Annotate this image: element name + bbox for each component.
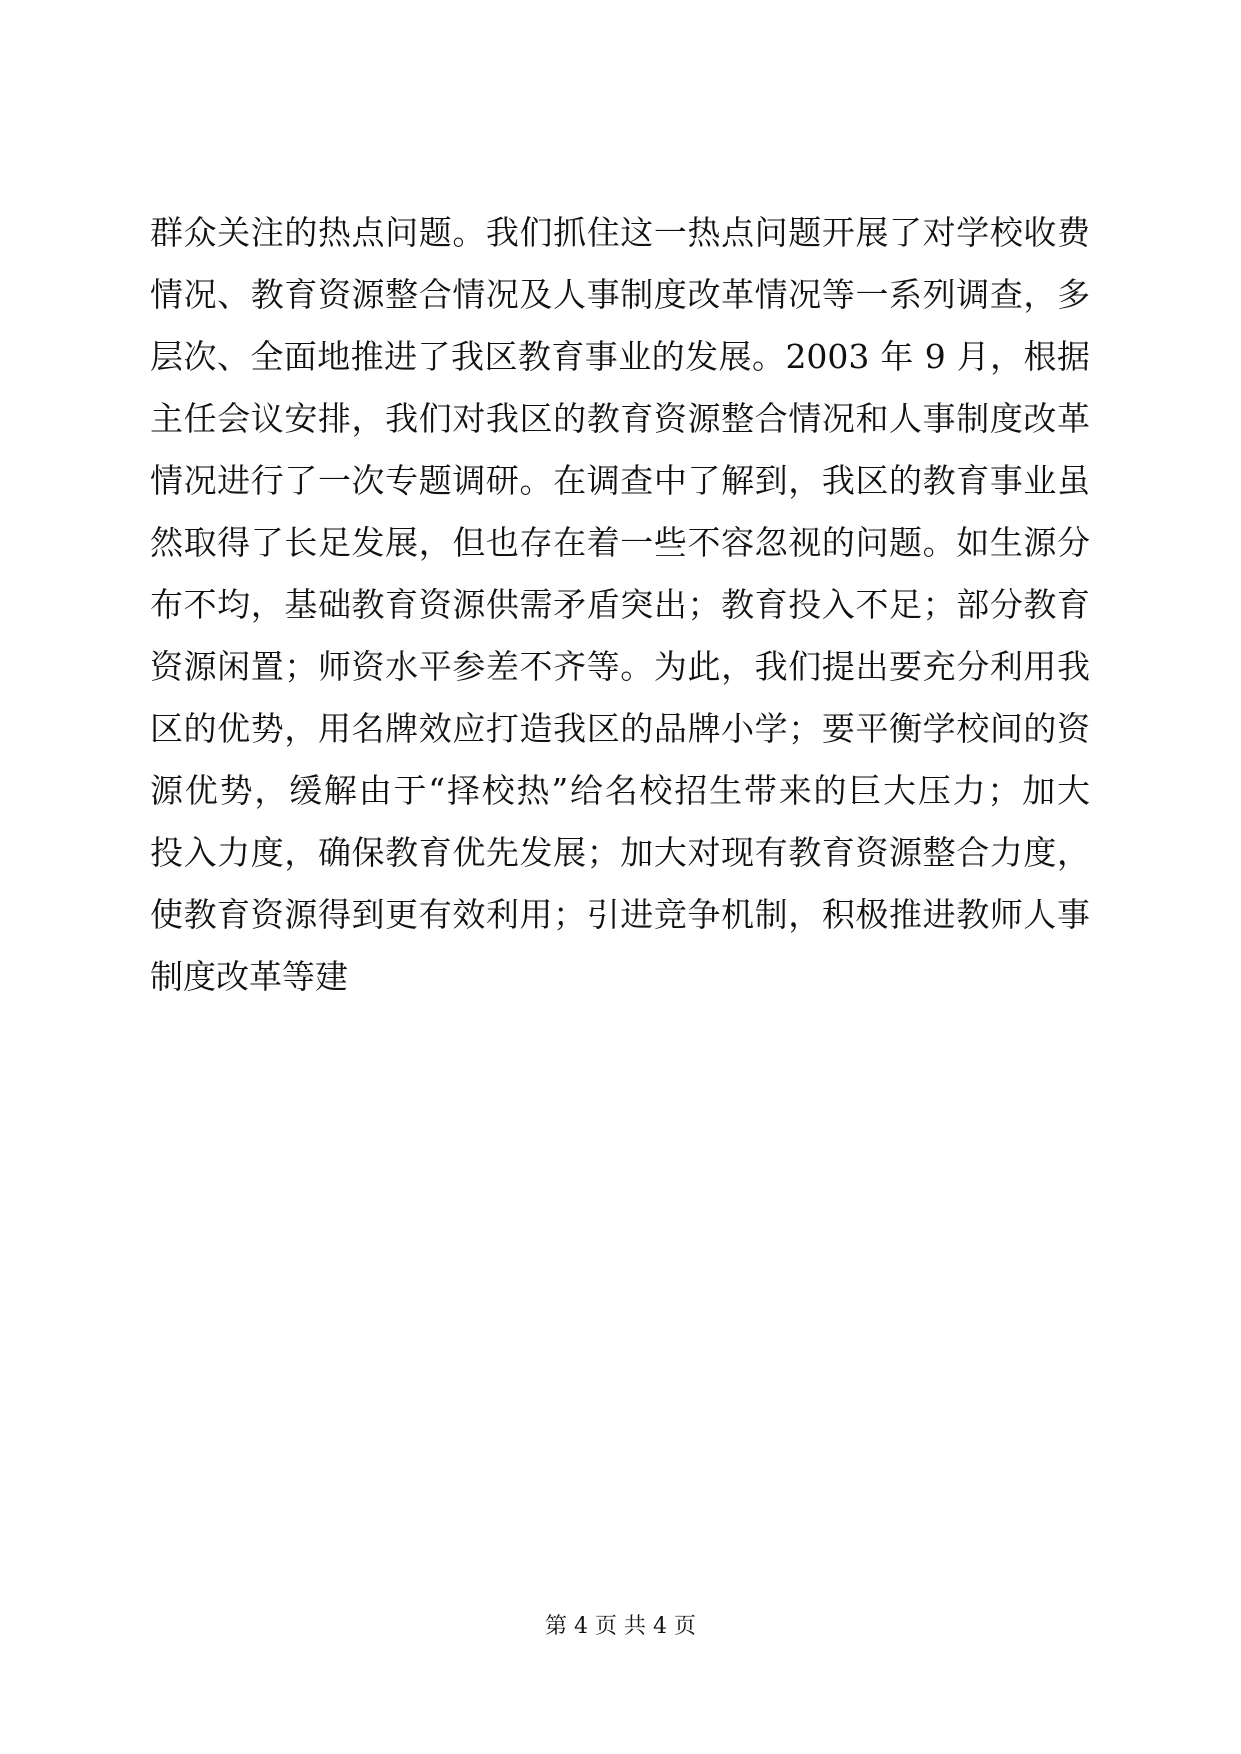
text-line: 资源闲置；师资水平参差不齐等。为此，我们提出要充分利用我 [150,647,1090,686]
text-line: 使教育资源得到更有效利用；引进竞争机制，积极推进教师人事 [150,895,1090,934]
text-line: 情况进行了一次专题调研。在调查中了解到，我区的教育事业虽 [150,461,1090,500]
text-line: 区的优势，用名牌效应打造我区的品牌小学；要平衡学校间的资 [150,709,1090,748]
text-line: 然取得了长足发展，但也存在着一些不容忽视的问题。如生源分 [150,523,1090,562]
text-line: 布不均，基础教育资源供需矛盾突出；教育投入不足；部分教育 [150,585,1090,624]
text-line: 制度改革等建 [150,957,348,996]
text-line: 投入力度，确保教育优先发展；加大对现有教育资源整合力度， [150,833,1090,872]
text-line: 情况、教育资源整合情况及人事制度改革情况等一系列调查，多 [150,275,1090,314]
page-number-footer: 第 4 页 共 4 页 [545,1614,696,1639]
body-paragraph [150,202,1090,1008]
text-line: 层次、全面地推进了我区教育事业的发展。2003 年 9 月，根据 [150,337,1090,376]
text-line: 群众关注的热点问题。我们抓住这一热点问题开展了对学校收费 [150,213,1090,252]
text-line: 源优势，缓解由于“择校热”给名校招生带来的巨大压力；加大 [150,771,1090,810]
text-line: 主任会议安排，我们对我区的教育资源整合情况和人事制度改革 [150,399,1090,438]
